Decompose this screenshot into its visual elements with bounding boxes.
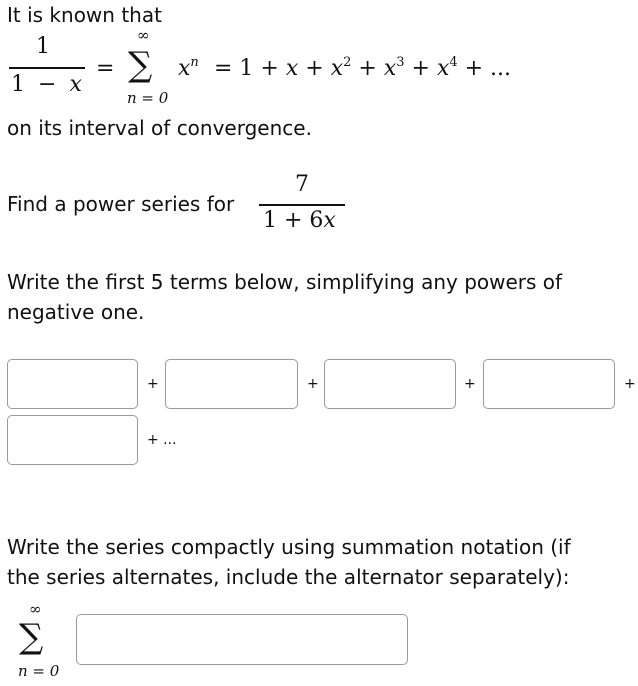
- interval-text: on its interval of convergence.: [7, 116, 312, 140]
- term-2-input[interactable]: [165, 359, 298, 409]
- intro-text: It is known that: [7, 3, 162, 27]
- summation-lower-limit: n = 0: [18, 662, 60, 680]
- plus-sign: +: [307, 376, 319, 392]
- terms-instruction-line1: Write the first 5 terms below, simplifying any powers of: [7, 270, 563, 294]
- identity-numerator: 1: [36, 34, 50, 59]
- identity-sum-upper-limit: ∞: [137, 26, 150, 44]
- identity-fraction-bar: [9, 67, 85, 69]
- identity-expansion: = $1 + x + x^2 + x^3 + x^4$ + ...: [214, 55, 512, 81]
- identity-sum-lower-limit: n = 0: [127, 89, 169, 107]
- plus-sign: +: [464, 376, 476, 392]
- terms-instruction-line2: negative one.: [7, 300, 145, 324]
- target-fraction-bar: [259, 204, 345, 206]
- summation-instruction-line1: Write the series compactly using summation notation (if: [7, 535, 571, 559]
- target-numerator: 7: [295, 172, 309, 197]
- continuation-ellipsis: + ...: [147, 432, 177, 448]
- identity-equals: =: [96, 56, 115, 81]
- summation-instruction-line2: the series alternates, include the alternator separately):: [7, 565, 570, 589]
- term-3-input[interactable]: [324, 359, 456, 409]
- plus-sign: +: [624, 376, 636, 392]
- term-4-input[interactable]: [483, 359, 615, 409]
- identity-sigma-symbol: ∑: [128, 45, 153, 85]
- target-denominator: 1 + 6x: [263, 208, 336, 233]
- summation-sigma-symbol: ∑: [19, 617, 44, 657]
- identity-sum-term: $x^n$: [178, 55, 199, 81]
- plus-sign: +: [147, 376, 159, 392]
- term-1-input[interactable]: [7, 359, 138, 409]
- term-5-input[interactable]: [7, 415, 138, 465]
- question-text: Find a power series for: [7, 192, 235, 216]
- summation-upper-limit: ∞: [29, 600, 42, 618]
- summation-answer-input[interactable]: [76, 614, 408, 665]
- identity-denominator: 1 − x: [11, 72, 82, 97]
